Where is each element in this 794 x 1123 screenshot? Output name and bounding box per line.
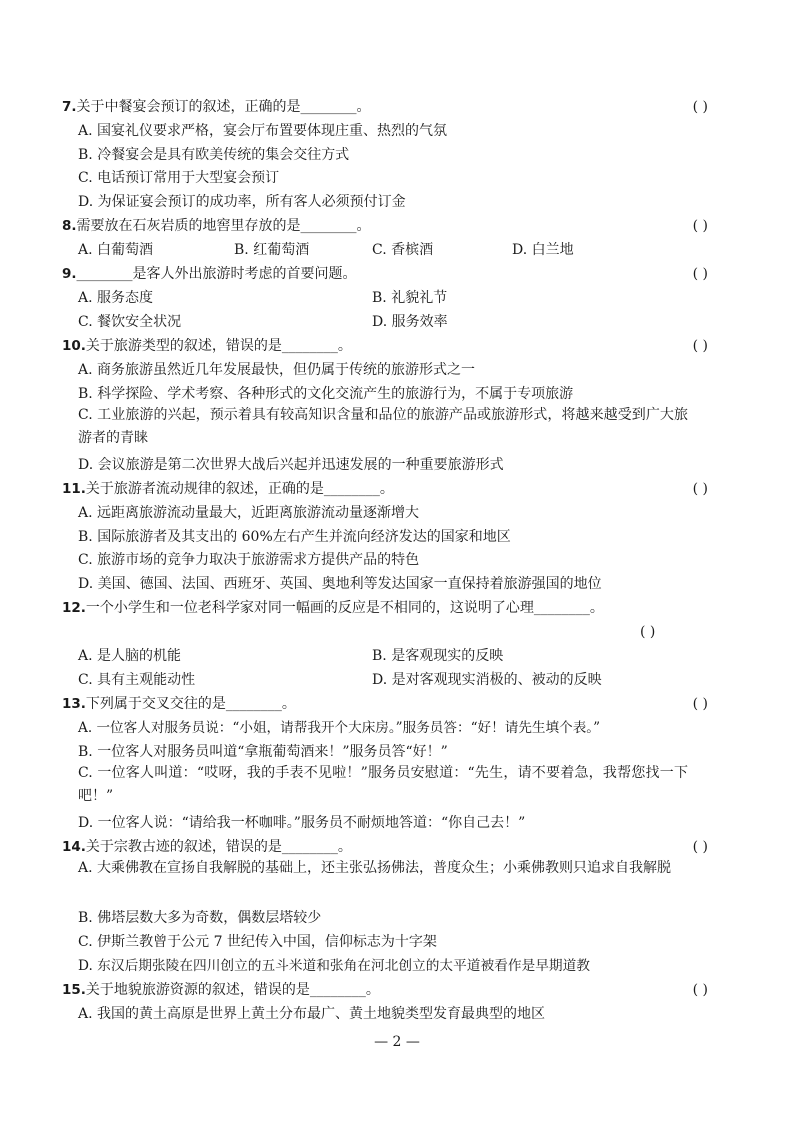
option-b: B. 冷餐宴会是具有欧美传统的集会交往方式: [78, 147, 350, 163]
question-10: [62, 337, 708, 355]
option-d: D. 东汉后期张陵在四川创立的五斗米道和张角在河北创立的太平道被看作是早期道教: [78, 958, 590, 974]
question-15: [62, 981, 708, 999]
option-b: B. 佛塔层数大多为奇数，偶数层塔较少: [78, 910, 322, 926]
question-number: 13.: [62, 696, 86, 712]
question-12: [62, 599, 694, 617]
answer-parentheses: ( ): [640, 624, 656, 640]
question-stem: 需要放在石灰岩质的地窖里存放的是________。: [76, 218, 371, 234]
option-a: A. 一位客人对服务员说：“小姐，请帮我开个大床房。”服务员答：“好！请先生填个表。”: [78, 720, 601, 736]
option-b: B. 礼貌礼节: [372, 290, 448, 306]
option-a: A. 服务态度: [78, 290, 154, 306]
question-stem: 一个小学生和一位老科学家对同一幅画的反应是不相同的，这说明了心理________。: [85, 600, 604, 616]
question-number: 8.: [62, 218, 77, 234]
option-c: C. 一位客人叫道：“哎呀，我的手表不见啦！”服务员安慰道：“先生，请不要着急，我帮您找一下吧！”: [78, 765, 688, 804]
question-number: 14.: [62, 839, 86, 855]
question-11: [62, 480, 708, 498]
question-number: 12.: [62, 600, 86, 616]
question-stem: 关于宗教古迹的叙述，错误的是________。: [85, 839, 352, 855]
question-stem: 下列属于交叉交往的是________。: [85, 696, 296, 712]
option-b: B. 是客观现实的反映: [372, 648, 504, 664]
option-b: B. 一位客人对服务员叫道“拿瓶葡萄酒来！”服务员答“好！”: [78, 744, 448, 760]
option-a: A. 商务旅游虽然近几年发展最快，但仍属于传统的旅游形式之一: [78, 362, 476, 378]
question-stem: 关于中餐宴会预订的叙述，正确的是________。: [76, 99, 371, 115]
page-number: — 2 —: [374, 1034, 420, 1050]
option-a: A. 是人脑的机能: [78, 648, 182, 664]
option-a: A. 白葡萄酒: [78, 242, 154, 258]
question-stem: 关于旅游者流动规律的叙述，正确的是________。: [85, 481, 394, 497]
option-c: C. 餐饮安全状况: [78, 314, 182, 330]
answer-parentheses: ( ): [692, 696, 708, 712]
option-d: D. 美国、德国、法国、西班牙、英国、奥地利等发达国家一直保持着旅游强国的地位: [78, 576, 602, 592]
answer-parentheses: ( ): [692, 266, 708, 282]
question-14: [62, 838, 708, 856]
option-d: D. 白兰地: [512, 242, 574, 258]
option-c: C. 具有主观能动性: [78, 672, 196, 688]
option-d: D. 为保证宴会预订的成功率，所有客人必须预付订金: [78, 194, 406, 210]
answer-parentheses: ( ): [692, 839, 708, 855]
answer-parentheses: ( ): [692, 481, 708, 497]
option-d: D. 服务效率: [372, 314, 448, 330]
option-a: A. 远距离旅游流动量最大，近距离旅游流动量逐渐增大: [78, 505, 420, 521]
option-c: C. 伊斯兰教曾于公元 7 世纪传入中国，信仰标志为十字架: [78, 934, 437, 950]
question-stem: 关于旅游类型的叙述，错误的是________。: [85, 338, 352, 354]
option-b: B. 国际旅游者及其支出的 60%左右产生并流向经济发达的国家和地区: [78, 529, 511, 545]
question-stem: 关于地貌旅游资源的叙述，错误的是________。: [85, 982, 380, 998]
question-number: 9.: [62, 266, 77, 282]
option-c: C. 电话预订常用于大型宴会预订: [78, 170, 280, 186]
option-b: B. 红葡萄酒: [234, 242, 310, 258]
option-d: D. 一位客人说：“请给我一杯咖啡。”服务员不耐烦地答道：“你自己去！”: [78, 815, 526, 831]
answer-parentheses: ( ): [692, 338, 708, 354]
option-d: D. 是对客观现实消极的、被动的反映: [372, 672, 602, 688]
question-number: 15.: [62, 982, 86, 998]
answer-parentheses: ( ): [692, 99, 708, 115]
option-a: A. 我国的黄土高原是世界上黄土分布最广、黄土地貌类型发育最典型的地区: [78, 1006, 546, 1022]
question-number: 10.: [62, 338, 86, 354]
option-b: B. 科学探险、学术考察、各种形式的文化交流产生的旅游行为，不属于专项旅游: [78, 386, 574, 402]
option-a: A. 大乘佛教在宣扬自我解脱的基础上，还主张弘扬佛法，普度众生；小乘佛教则只追求自我解脱: [78, 860, 672, 876]
question-9: [62, 265, 708, 283]
question-7: [62, 98, 708, 116]
question-number: 7.: [62, 99, 77, 115]
option-d: D. 会议旅游是第二次世界大战后兴起并迅速发展的一种重要旅游形式: [78, 457, 504, 473]
question-13: [62, 695, 708, 713]
question-8: [62, 217, 708, 235]
option-c: C. 工业旅游的兴起，预示着具有较高知识含量和品位的旅游产品或旅游形式，将越来越受到广大旅游者的青睐: [78, 407, 688, 446]
option-a: A. 国宴礼仪要求严格，宴会厅布置要体现庄重、热烈的气氛: [78, 123, 448, 139]
question-number: 11.: [62, 481, 86, 497]
option-c: C. 香槟酒: [372, 242, 434, 258]
question-stem: ________是客人外出旅游时考虑的首要问题。: [76, 266, 357, 282]
answer-parentheses: ( ): [692, 218, 708, 234]
answer-parentheses: ( ): [692, 982, 708, 998]
option-c: C. 旅游市场的竞争力取决于旅游需求方提供产品的特色: [78, 552, 420, 568]
